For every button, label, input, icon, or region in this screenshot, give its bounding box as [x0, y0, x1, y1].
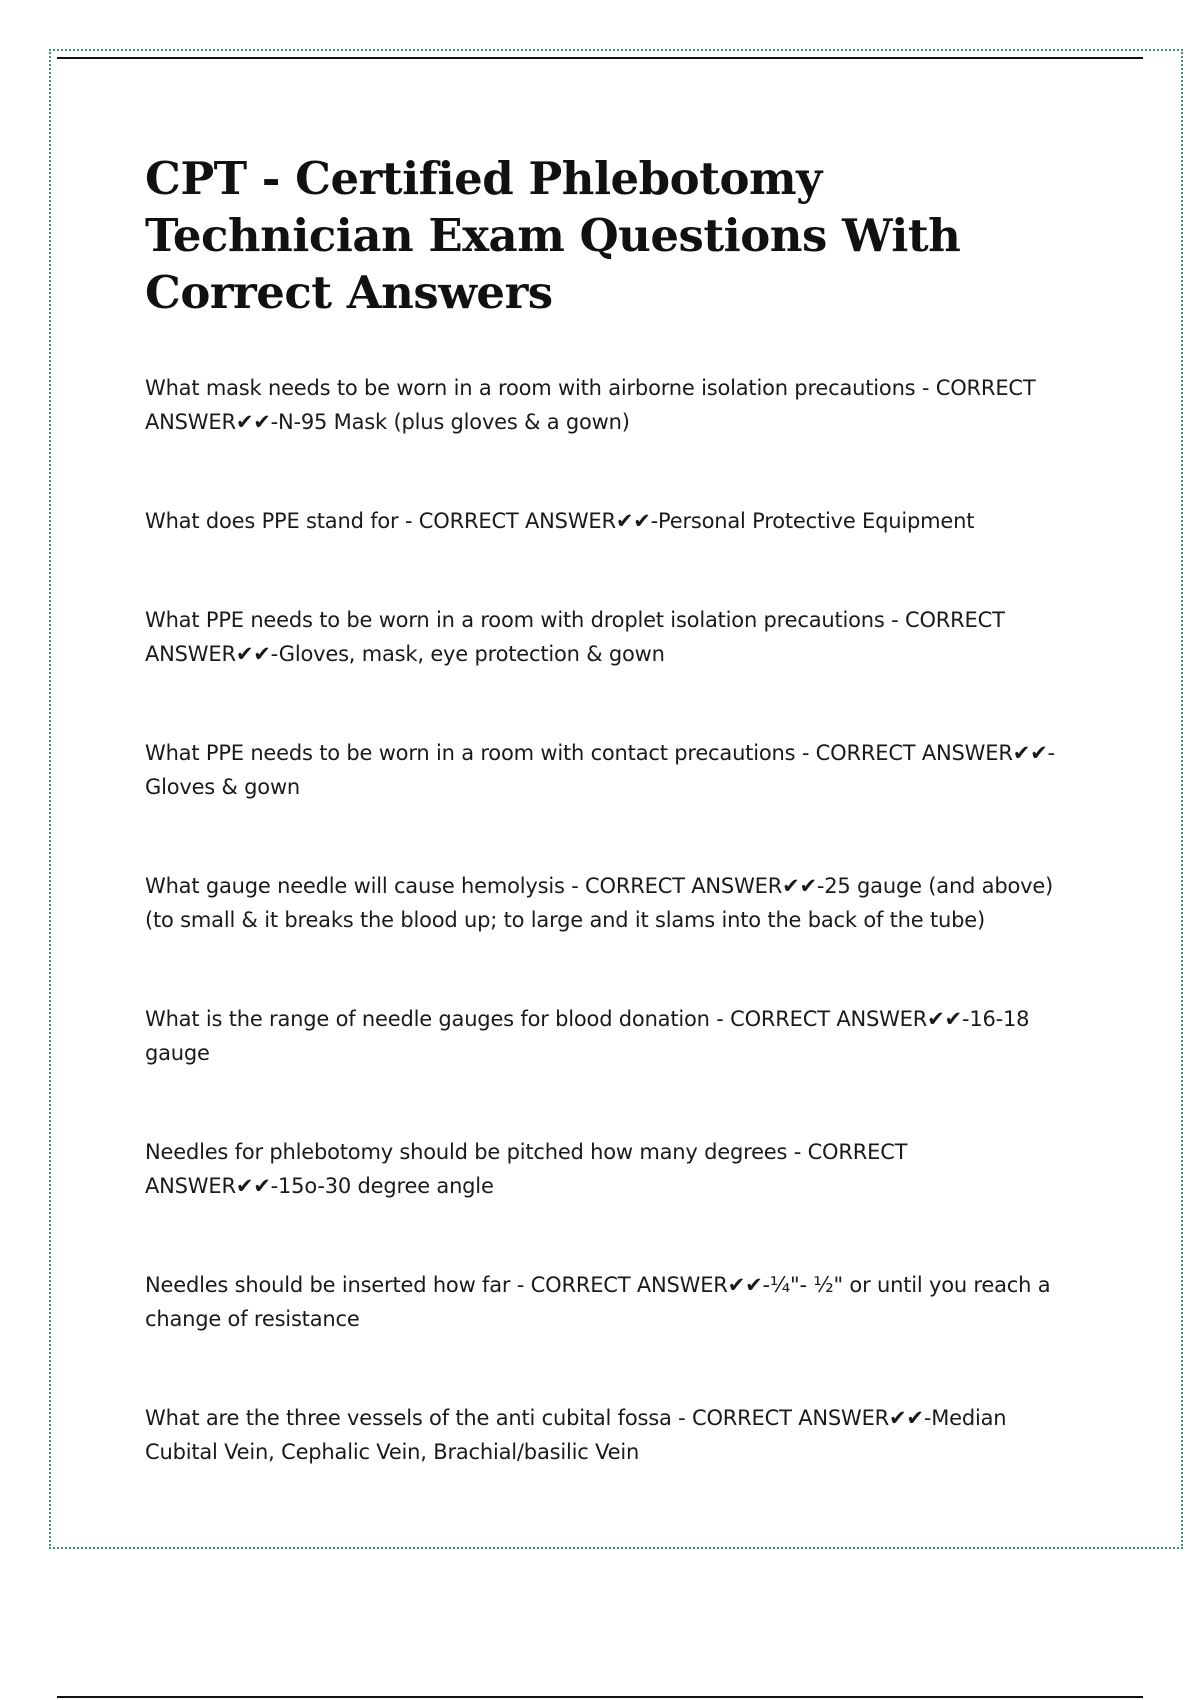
- qa-item: What does PPE stand for - CORRECT ANSWER✔✔-Personal Protective Equipment: [145, 509, 975, 533]
- qa-item: What mask needs to be worn in a room with airborne isolation precautions - CORRECT ANSWER✔✔-N-95 Mask (plus gloves & a gown): [145, 376, 1036, 434]
- qa-item: Needles should be inserted how far - CORRECT ANSWER✔✔-¼"- ½" or until you reach a change of resistance: [145, 1273, 1051, 1331]
- document-content: [145, 150, 1075, 1534]
- qa-item: What PPE needs to be worn in a room with contact precautions - CORRECT ANSWER✔✔-Gloves & gown: [145, 741, 1055, 799]
- qa-item: What are the three vessels of the anti cubital fossa - CORRECT ANSWER✔✔-Median Cubital Vein, Cephalic Vein, Brachial/basilic Vein: [145, 1406, 1007, 1464]
- qa-item: What PPE needs to be worn in a room with droplet isolation precautions - CORRECT ANSWER✔✔-Gloves, mask, eye protection & gown: [145, 608, 1005, 666]
- document-title: CPT - Certified Phlebotomy Technician Exam Questions With Correct Answers: [145, 152, 961, 319]
- qa-list: [145, 371, 1075, 1469]
- top-rule: [57, 57, 1143, 59]
- bottom-rule: [57, 1696, 1143, 1698]
- qa-item: What gauge needle will cause hemolysis - CORRECT ANSWER✔✔-25 gauge (and above) (to small & it breaks the blood up; to large and it slams into the back of the tube): [145, 874, 1054, 932]
- qa-item: Needles for phlebotomy should be pitched how many degrees - CORRECT ANSWER✔✔-15o-30 degree angle: [145, 1140, 908, 1198]
- qa-item: What is the range of needle gauges for blood donation - CORRECT ANSWER✔✔-16-18 gauge: [145, 1007, 1030, 1065]
